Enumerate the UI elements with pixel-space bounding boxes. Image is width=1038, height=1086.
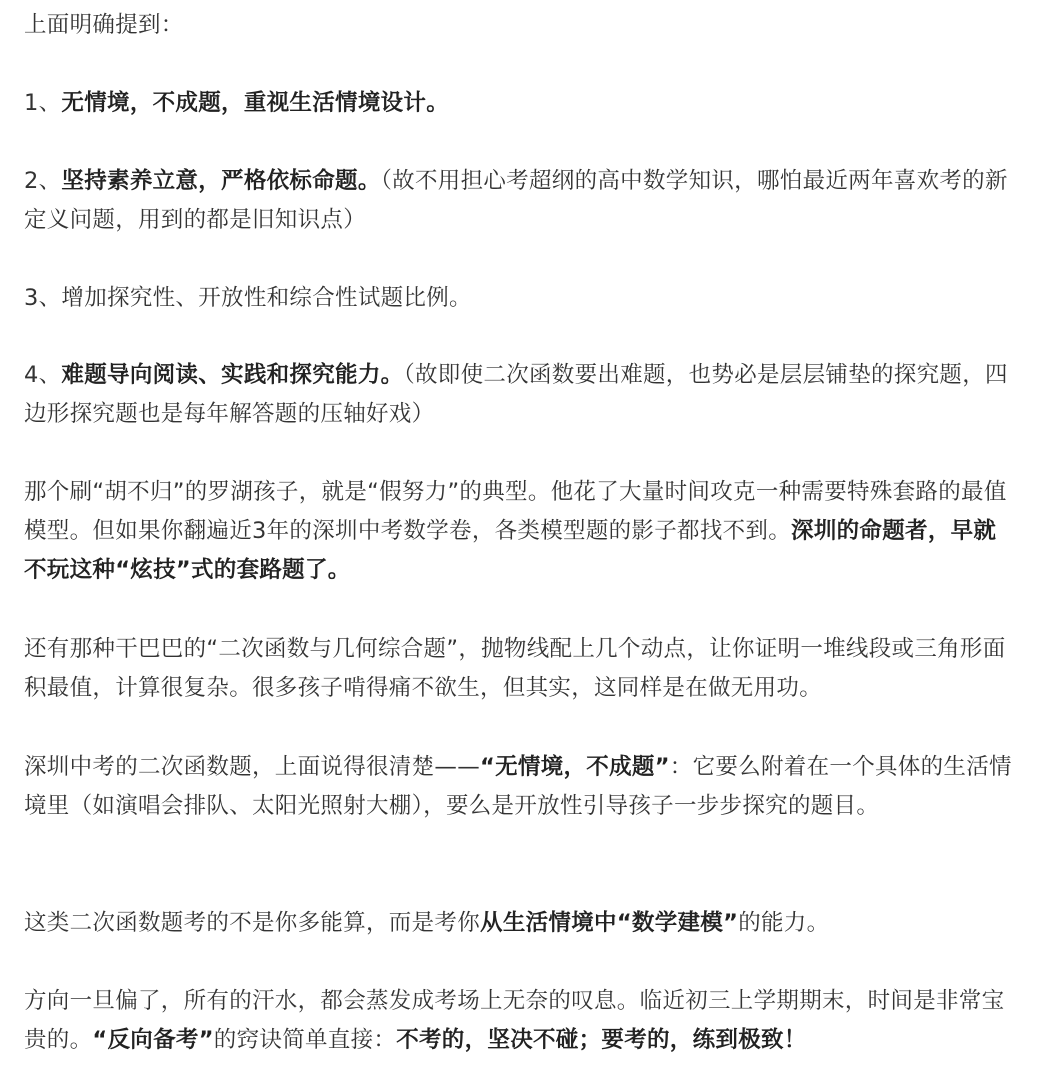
direction-paragraph xyxy=(24,982,1019,1060)
point-2-note: （故不用担心考超纲的高中数学知识，哪怕最近两年喜欢考的新定义问题，用到的都是旧知识点） xyxy=(24,168,1008,233)
point-2-bold-text: 坚持素养立意，严格依标命题。 xyxy=(61,168,381,194)
shenzhen-paragraph xyxy=(24,748,1019,826)
intro-text: 上面明确提到： xyxy=(24,12,184,38)
point-1-bold-text: 无情境，不成题，重视生活情境设计。 xyxy=(61,90,450,116)
luohu-bold-text: 深圳的命题者，早就不玩这种“炫技”式的套路题了。 xyxy=(24,518,997,583)
shenzhen-bold-text: “无情境，不成题” xyxy=(480,754,670,780)
modeling-paragraph xyxy=(24,904,1019,943)
point-4-note: （故即使二次函数要出难题，也势必是层层铺垫的探究题，四边形探究题也是每年解答题的压轴好戏） xyxy=(24,362,1008,427)
intro-paragraph xyxy=(24,6,1019,45)
point-4-bold-text: 难题导向阅读、实践和探究能力。 xyxy=(61,362,404,388)
luohu-paragraph xyxy=(24,473,1019,590)
point-2-number: 2、 xyxy=(24,168,62,194)
direction-pre-text: 方向一旦偏了，所有的汗水，都会蒸发成考场上无奈的叹息。临近初三上学期期末，时间是非常宝贵的。 xyxy=(24,988,1005,1053)
modeling-post-text: 的能力。 xyxy=(738,910,830,936)
point-4-paragraph xyxy=(24,356,1019,434)
luohu-text: 那个刷“胡不归”的罗湖孩子，就是“假努力”的典型。他花了大量时间攻克一种需要特殊套路的最值模型。但如果你翻遍近3年的深圳中考数学卷，各类模型题的影子都找不到。 xyxy=(24,479,1007,544)
modeling-pre-text: 这类二次函数题考的不是你多能算，而是考你 xyxy=(24,910,481,936)
modeling-bold-text: 从生活情境中“数学建模” xyxy=(480,910,739,936)
direction-bold-text-2: 不考的，坚决不碰；要考的，练到极致！ xyxy=(396,1027,807,1053)
point-1-number: 1、 xyxy=(24,90,62,116)
direction-mid-text: 的窍诀简单直接： xyxy=(213,1027,397,1053)
point-4-number: 4、 xyxy=(24,362,62,388)
ganbaba-paragraph xyxy=(24,630,1019,708)
ganbaba-text: 还有那种干巴巴的“二次函数与几何综合题”，抛物线配上几个动点，让你证明一堆线段或三角形面积最值，计算很复杂。很多孩子啃得痛不欲生，但其实，这同样是在做无用功。 xyxy=(24,636,1006,701)
shenzhen-post-text: ：它要么附着在一个具体的生活情境里（如演唱会排队、太阳光照射大棚），要么是开放性引导孩子一步步探究的题目。 xyxy=(24,754,1012,819)
point-2-paragraph xyxy=(24,162,1019,240)
point-3-paragraph xyxy=(24,279,1019,318)
direction-bold-text-1: “反向备考” xyxy=(92,1027,214,1053)
point-1-paragraph xyxy=(24,84,1019,123)
shenzhen-pre-text: 深圳中考的二次函数题，上面说得很清楚—— xyxy=(24,754,481,780)
point-3-text: 3、增加探究性、开放性和综合性试题比例。 xyxy=(24,285,472,311)
